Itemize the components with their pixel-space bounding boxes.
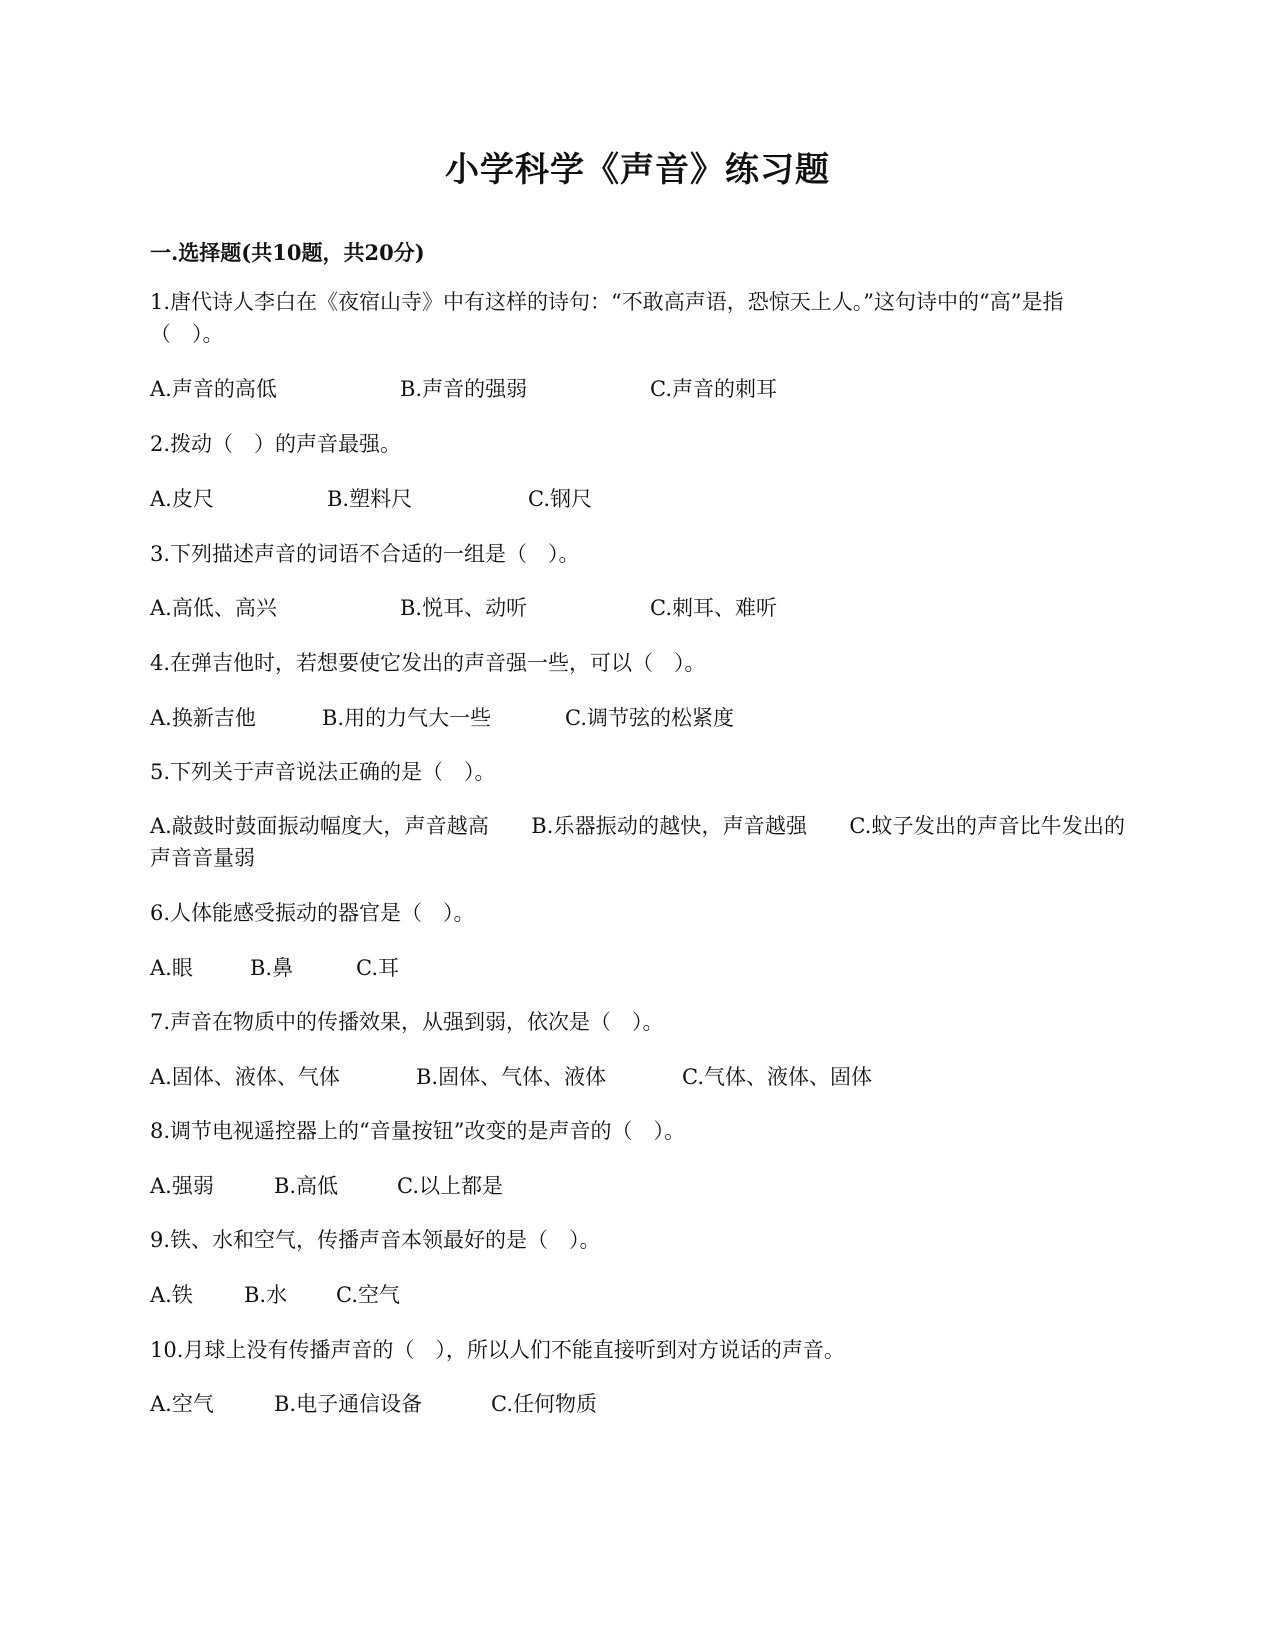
option-a: A.皮尺 — [150, 487, 214, 511]
question-7-options — [150, 1061, 1125, 1093]
question-5-options: A.敲鼓时鼓面振动幅度大，声音越高 B.乐器振动的越快，声音越强 C.蚊子发出的声音比牛发出的声音音量弱 — [150, 814, 1125, 870]
option-c: C.耳 — [356, 956, 399, 980]
question-4-options — [150, 702, 1125, 734]
option-c: C.刺耳、难听 — [650, 596, 777, 620]
question-3-options — [150, 592, 1125, 624]
question-2-stem: 2.拨动（ ）的声音最强。 — [150, 432, 402, 456]
option-a: A.铁 — [150, 1283, 193, 1307]
option-c: C.气体、液体、固体 — [682, 1065, 872, 1089]
option-c: C.钢尺 — [528, 487, 592, 511]
question-3-stem: 3.下列描述声音的词语不合适的一组是（ ）。 — [150, 542, 580, 566]
option-a: A.声音的高低 — [150, 377, 277, 401]
option-a: A.固体、液体、气体 — [150, 1065, 340, 1089]
question-1-stem: 1.唐代诗人李白在《夜宿山寺》中有这样的诗句：“不敢高声语，恐惊天上人。”这句诗中的“高”是指（ ）。 — [150, 290, 1064, 346]
question-9-stem: 9.铁、水和空气，传播声音本领最好的是（ ）。 — [150, 1228, 601, 1252]
option-b: B.塑料尺 — [327, 487, 413, 511]
option-c: C.任何物质 — [491, 1392, 597, 1416]
question-2-options — [150, 483, 1125, 515]
question-9-options — [150, 1279, 1125, 1311]
question-8-options — [150, 1170, 1125, 1202]
option-a: A.眼 — [150, 956, 193, 980]
question-10-options — [150, 1388, 1125, 1420]
question-8-stem: 8.调节电视遥控器上的“音量按钮”改变的是声音的（ ）。 — [150, 1119, 686, 1143]
option-c: C.调节弦的松紧度 — [565, 706, 734, 730]
option-b: B.固体、气体、液体 — [416, 1065, 607, 1089]
question-4-stem: 4.在弹吉他时，若想要使它发出的声音强一些，可以（ ）。 — [150, 651, 706, 675]
question-1-options — [150, 373, 1125, 405]
question-7-stem: 7.声音在物质中的传播效果，从强到弱，依次是（ ）。 — [150, 1010, 664, 1034]
option-c: C.声音的刺耳 — [650, 377, 777, 401]
question-6-stem: 6.人体能感受振动的器官是（ ）。 — [150, 901, 475, 925]
option-b: B.鼻 — [250, 956, 294, 980]
option-a: A.强弱 — [150, 1174, 214, 1198]
section-heading: 一.选择题(共10题，共20分) — [150, 240, 425, 265]
option-b: B.水 — [244, 1283, 288, 1307]
page-title: 小学科学《声音》练习题 — [445, 150, 830, 190]
question-6-options — [150, 952, 1125, 984]
option-b: B.高低 — [274, 1174, 339, 1198]
option-b: B.用的力气大一些 — [322, 706, 492, 730]
question-5-stem: 5.下列关于声音说法正确的是（ ）。 — [150, 760, 496, 784]
option-a: A.空气 — [150, 1392, 214, 1416]
question-10-stem: 10.月球上没有传播声音的（ ），所以人们不能直接听到对方说话的声音。 — [150, 1338, 845, 1362]
option-b: B.电子通信设备 — [274, 1392, 423, 1416]
option-a: A.换新吉他 — [150, 706, 256, 730]
option-a: A.高低、高兴 — [150, 596, 277, 620]
option-c: C.空气 — [336, 1283, 400, 1307]
option-b: B.声音的强弱 — [400, 377, 528, 401]
option-c: C.以上都是 — [397, 1174, 503, 1198]
option-b: B.悦耳、动听 — [400, 596, 528, 620]
